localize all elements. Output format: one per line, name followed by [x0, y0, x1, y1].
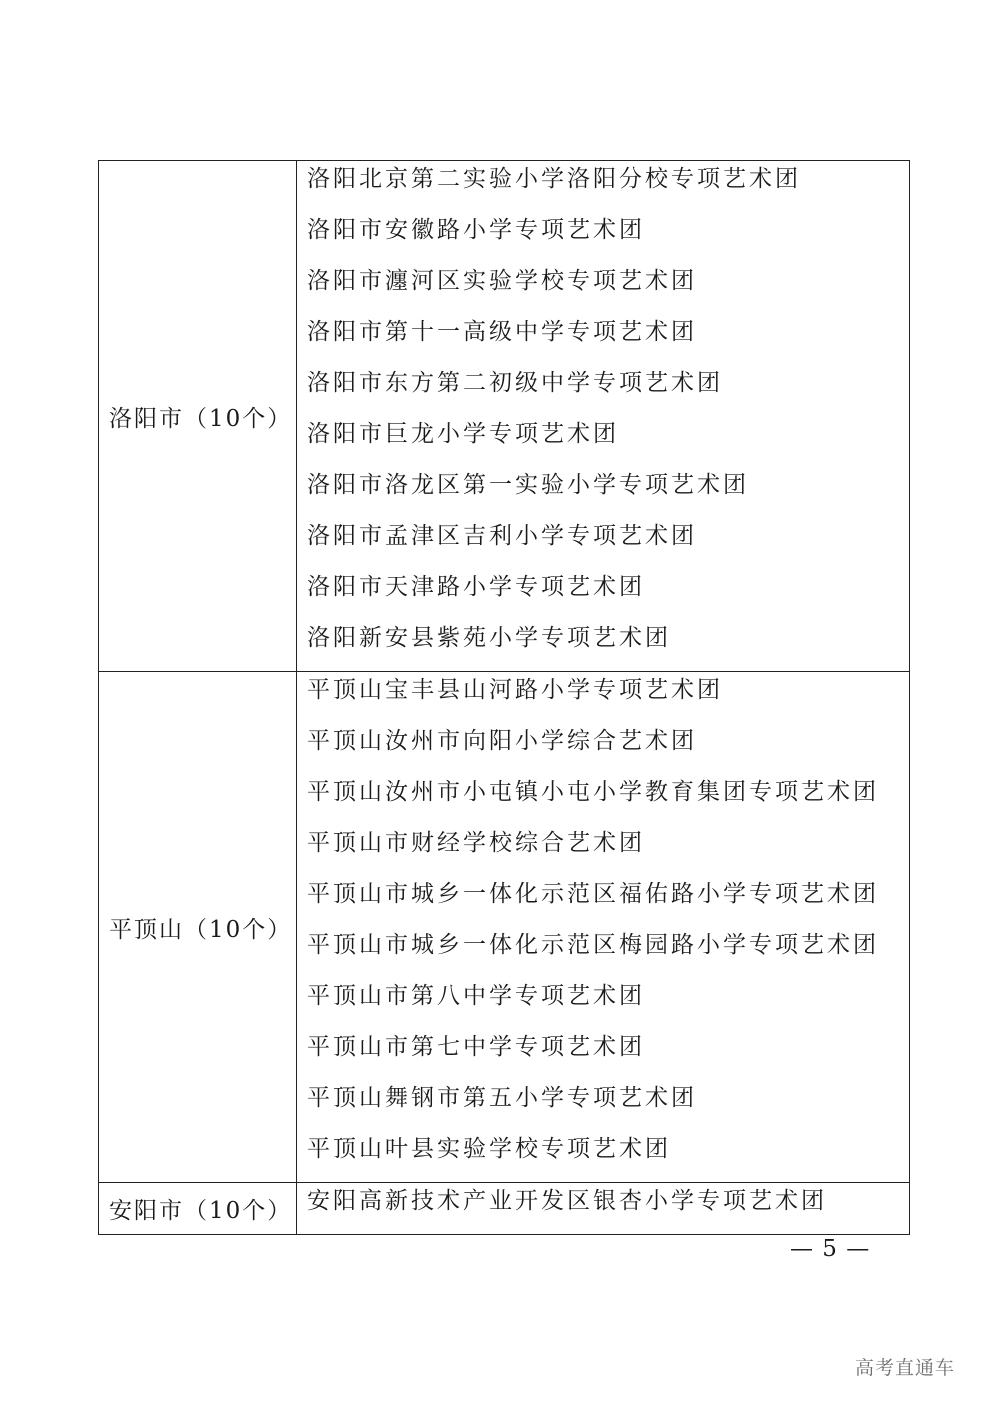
list-item: 平顶山市第八中学专项艺术团 — [307, 983, 645, 1009]
list-item: 洛阳新安县紫苑小学专项艺术团 — [307, 625, 671, 651]
region-label: 洛阳市（10个） — [109, 405, 293, 432]
list-item: 洛阳北京第二实验小学洛阳分校专项艺术团 — [307, 166, 801, 192]
list-item: 平顶山汝州市向阳小学综合艺术团 — [307, 728, 697, 754]
list-item: 洛阳市孟津区吉利小学专项艺术团 — [307, 523, 697, 549]
list-item: 平顶山市财经学校综合艺术团 — [307, 830, 645, 856]
table-row-anyang — [99, 1183, 910, 1235]
list-item: 洛阳市第十一高级中学专项艺术团 — [307, 319, 697, 345]
list-item: 洛阳市天津路小学专项艺术团 — [307, 574, 645, 600]
table-row-luoyang — [99, 161, 910, 672]
art-troupe-table — [98, 160, 910, 1235]
groups-cell — [297, 1183, 910, 1235]
list-item: 平顶山舞钢市第五小学专项艺术团 — [307, 1085, 697, 1111]
list-item: 洛阳市巨龙小学专项艺术团 — [307, 421, 619, 447]
list-item: 平顶山市城乡一体化示范区福佑路小学专项艺术团 — [307, 881, 879, 907]
groups-cell — [297, 672, 910, 1183]
page-number: — 5 — — [790, 1236, 871, 1262]
list-item: 平顶山汝州市小屯镇小屯小学教育集团专项艺术团 — [307, 779, 879, 805]
watermark-text: 高考直通车 — [855, 1357, 956, 1379]
list-item: 洛阳市洛龙区第一实验小学专项艺术团 — [307, 472, 749, 498]
groups-cell — [297, 161, 910, 672]
list-item: 安阳高新技术产业开发区银杏小学专项艺术团 — [307, 1188, 827, 1214]
list-item: 洛阳市瀍河区实验学校专项艺术团 — [307, 268, 697, 294]
region-cell — [99, 672, 297, 1183]
list-item: 洛阳市东方第二初级中学专项艺术团 — [307, 370, 723, 396]
region-cell — [99, 161, 297, 672]
list-item: 洛阳市安徽路小学专项艺术团 — [307, 217, 645, 243]
list-item: 平顶山叶县实验学校专项艺术团 — [307, 1136, 671, 1162]
list-item: 平顶山市第七中学专项艺术团 — [307, 1034, 645, 1060]
region-label: 安阳市（10个） — [109, 1198, 293, 1224]
region-cell — [99, 1183, 297, 1235]
list-item: 平顶山市城乡一体化示范区梅园路小学专项艺术团 — [307, 932, 879, 958]
region-label: 平顶山（10个） — [109, 916, 293, 943]
table-body — [99, 161, 910, 1235]
list-item: 平顶山宝丰县山河路小学专项艺术团 — [307, 677, 723, 703]
table-row-pingdingshan — [99, 672, 910, 1183]
